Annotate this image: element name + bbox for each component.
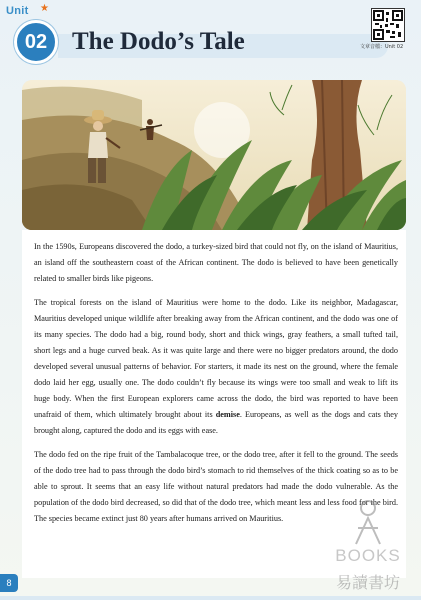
paragraph-2-text-b: . Europeans, as well as the dogs and cats they brought along, captured the dodo and its eggs with ease. <box>34 410 398 435</box>
page-title: The Dodo’s Tale <box>72 28 245 55</box>
page-number: 8 <box>0 574 18 592</box>
qr-code-icon[interactable] <box>371 8 405 42</box>
qr-caption: 文章音檔：Unit 02 <box>360 44 404 50</box>
publisher-watermark <box>318 496 418 600</box>
paragraph-3: The dodo fed on the ripe fruit of the Tambalacoque tree, or the dodo tree, after it fell to the ground. The seeds of the dodo tree had to pass through the dodo bird’s stomach to rid themselves of the thick coating so as to be able to sprout. It seems that an easy life without natural predators had made the dodo vulnerable. As the population of the dodo bird decreased, so did that of the dodo tree, which meant less and less food for the bird. The species became extinct just 80 years after humans arrived on Mauritius. <box>34 450 398 523</box>
reader-figure-icon <box>318 496 418 546</box>
vocab-word-demise: demise <box>215 410 240 419</box>
star-icon: ★ <box>40 3 49 14</box>
bottom-border <box>0 596 421 600</box>
watermark-cjk-text: 易讀書坊 <box>335 573 400 592</box>
paragraph-2-text-a: The tropical forests on the island of Mauritius were home to the dodo. Like its neighbor, Madagascar, Mauritius developed unique wildlife after breaking away from the African continent, and the dodo was one of its many species. The dodo had a big, round body, short and thick wings, gray feathers, a small tufted tail, short legs and a huge curved beak. As it was quite large and there were no bigger predators around, the dodo developed several unusual patterns of behavior. For starters, it made its nest on the ground, where the female dodo laid her egg, usually one. The dodo couldn’t fly because its wings were too small and weak to lift its huge body. When the first European explorers came across the dodo, the bird was reported to have been unafraid of them, which ultimately brought about its <box>34 298 398 419</box>
paragraph-2 <box>34 295 398 439</box>
unit-label: Unit <box>6 5 29 17</box>
dodo-forest-illustration <box>22 80 406 230</box>
paragraph-1: In the 1590s, Europeans discovered the dodo, a turkey-sized bird that could not fly, on the island of Mauritius, an island off the southeastern coast of the African continent. The dodo is believed to have been genetically related to smaller birds like pigeons. <box>34 242 398 283</box>
unit-number-badge: 02 <box>14 20 58 64</box>
watermark-books-text: BOOKS <box>335 546 401 565</box>
